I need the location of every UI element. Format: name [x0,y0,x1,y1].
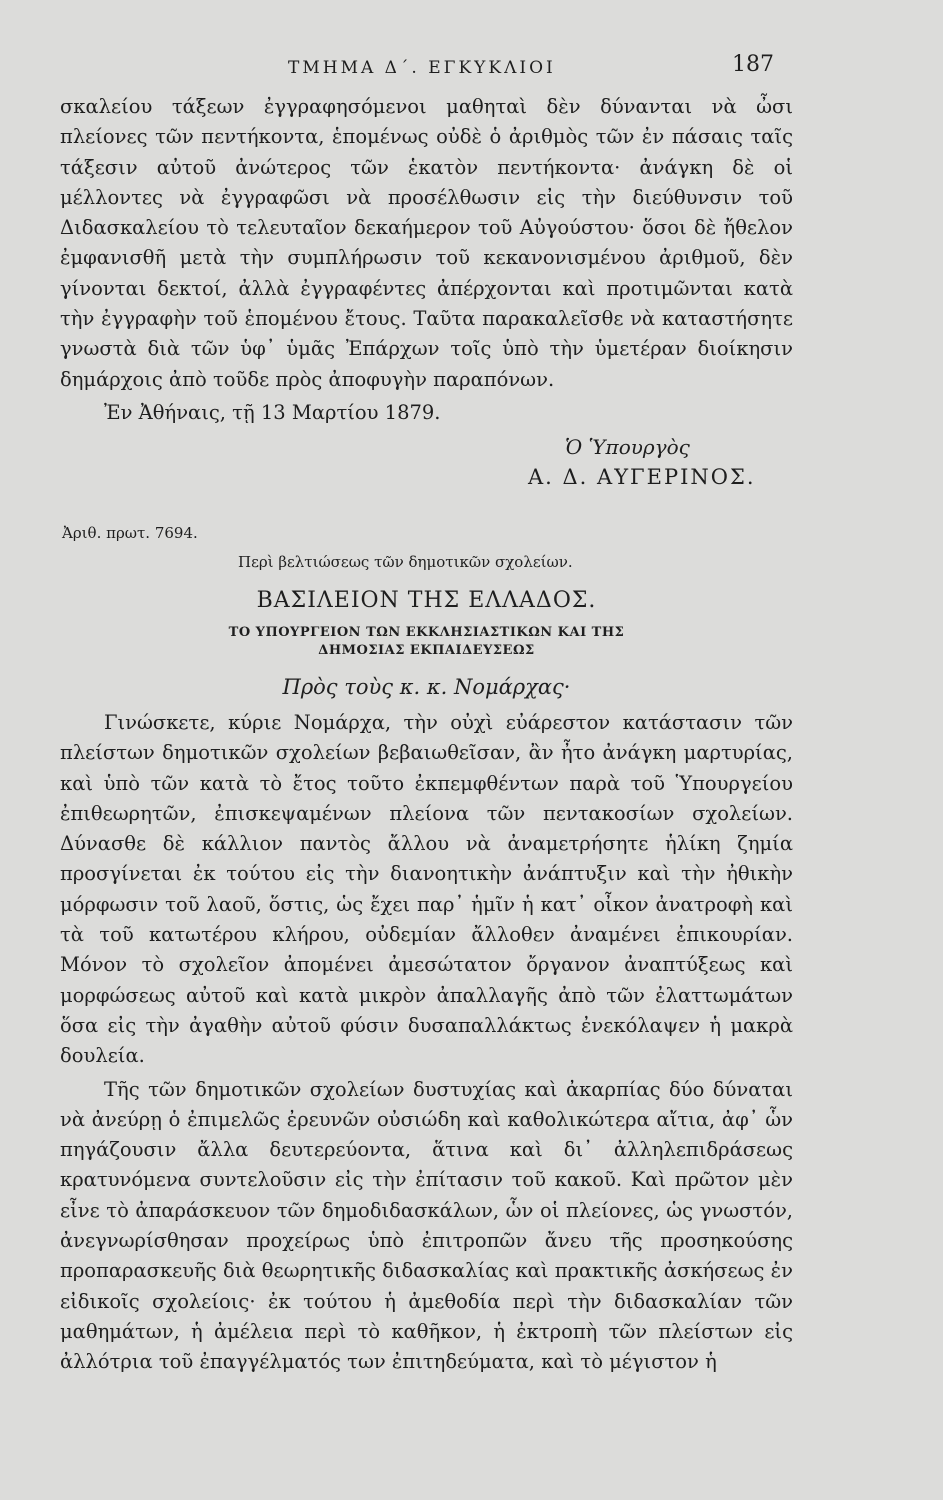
circular-subject: Περὶ βελτιώσεως τῶν δημοτικῶν σχολείων. [238,552,573,571]
letter-continuation-text: σκαλείου τάξεων ἐγγραφησόμενοι μαθηταὶ δὲν δύνανται νὰ ὦσι πλείονες τῶν πεντήκοντα, ἑπομένως οὐδὲ ὁ ἀριθμὸς τῶν ἐν πάσαις ταῖς τάξεσιν αὐτοῦ ἀνώτερος τῶν ἑκατὸν πεντήκοντα· ἀνάγκη δὲ οἱ μέλλοντες νὰ ἐγγραφῶσι νὰ προσέλθωσιν εἰς τὴν διεύθυνσιν τοῦ Διδασκαλείου τὸ τελευταῖον δεκαήμερον τοῦ Αὐγούστου· ὅσοι δὲ ἤθελον ἐμφανισθῆ μετὰ τὴν συμπλήρωσιν τοῦ κεκανονισμένου ἀριθμοῦ, δὲν γίνονται δεκτοί, ἀλλὰ ἐγγραφέντες ἀπέρχονται καὶ προτιμῶνται κατὰ τὴν ἐγγραφὴν τοῦ ἑπομένου ἔτους. Ταῦτα παρακαλεῖσθε νὰ καταστήσητε γνωστὰ διὰ τῶν ὑφ᾽ ὑμᾶς Ἐπάρχων τοῖς ὑπὸ τὴν ὑμετέραν διοίκησιν δημάρχοις ἀπὸ τοῦδε πρὸς ἀποφυγὴν παραπόνων. [60,95,793,391]
page-number: 187 [732,52,774,77]
paragraph-2: Τῆς τῶν δημοτικῶν σχολείων δυστυχίας καὶ ἀκαρπίας δύο δύναται νὰ ἀνεύρῃ ὁ ἐπιμελῶς ἐρευνῶν οὐσιώδη καὶ καθολικώτερα αἴτια, ἀφ᾽ ὧν πηγάζουσιν ἄλλα δευτερεύοντα, ἅτινα καὶ δι᾽ ἀλληλεπιδράσεως κρατυνόμενα συντελοῦσιν εἰς τὴν ἐπίτασιν τοῦ κακοῦ. Καὶ πρῶτον μὲν εἶνε τὸ ἀπαράσκευον τῶν δημοδιδασκάλων, ὧν οἱ πλείονες, ὡς γνωστόν, ἀνεγνωρίσθησαν προχείρως ὑπὸ ἐπιτροπῶν ἄνευ τῆς προσηκούσης προπαρασκευῆς διὰ θεωρητικῆς διδασκαλίας καὶ πρακτικῆς ἀσκήσεως ἐν εἰδικοῖς σχολείοις· ἐκ τούτου ἡ ἀμεθοδία περὶ τὴν διδασκαλίαν τῶν μαθημάτων, ἡ ἀμέλεια περὶ τὸ καθῆκον, ἡ ἐκτροπὴ τῶν πλείστων εἰς ἀλλότρια τοῦ ἐπαγγέλματός των ἐπιτηδεύματα, καὶ τὸ μέγιστον ἡ [60,1077,793,1374]
running-title: ΤΜΗΜΑ Δ΄. ΕΓΚΥΚΛΙΟΙ [288,58,556,78]
ministry-heading-line-2: ΔΗΜΟΣΙΑΣ ΕΚΠΑΙΔΕΥΣΕΩΣ [318,642,535,658]
addressee: Πρὸς τοὺς κ. κ. Νομάρχας· [282,674,571,699]
ministry-heading [60,624,793,660]
ministry-heading-line-1: ΤΟ ΥΠΟΥΡΓΕΙΟΝ ΤΩΝ ΕΚΚΛΗΣΙΑΣΤΙΚΩΝ ΚΑΙ ΤΗΣ [228,624,625,640]
signature-name: Α. Δ. ΑΥΓΕΡΙΝΟΣ. [528,464,756,489]
running-head [60,52,793,92]
signature-role: Ὁ Ὑπουργὸς [565,434,690,459]
kingdom-heading: ΒΑΣΙΛΕΙΟΝ ΤΗΣ ΕΛΛΑΔΟΣ. [256,587,597,613]
paragraph-1: Γινώσκετε, κύριε Νομάρχα, τὴν οὐχὶ εὐάρεστον κατάστασιν τῶν πλείστων δημοτικῶν σχολείων βεβαιωθεῖσαν, ἂν ἦτο ἀνάγκη μαρτυρίας, καὶ ὑπὸ τῶν κατὰ τὸ ἔτος τοῦτο ἐκπεμφθέντων παρὰ τοῦ Ὑπουργείου ἐπιθεωρητῶν, ἐπισκεψαμένων πλείονα τῶν πεντακοσίων σχολείων. Δύνασθε δὲ κάλλιον παντὸς ἄλλου νὰ ἀναμετρήσητε ἡλίκη ζημία προσγίνεται ἐκ τούτου εἰς τὴν διανοητικὴν ἀνάπτυξιν καὶ τὴν ἠθικὴν μόρφωσιν τοῦ λαοῦ, ὅστις, ὡς ἔχει παρ᾽ ἡμῖν ἡ κατ᾽ οἶκον ἀνατροφὴ καὶ τὰ τοῦ κατωτέρου κλήρου, οὐδεμίαν ἄλλοθεν ἀναμένει ἐπικουρίαν. Μόνον τὸ σχολεῖον ἀπομένει ἀμεσώτατον ὄργανον ἀναπτύξεως καὶ μορφώσεως αὐτοῦ καὶ κατὰ μικρὸν ἀπαλλαγῆς ἀπὸ τῶν ἐλαττωμάτων ὅσα εἰς τὴν ἀγαθὴν αὐτοῦ φύσιν δυσαπαλλάκτως ἐνεκόλαψεν ἡ μακρὰ δουλεία. [60,710,793,1068]
dateline: Ἐν Ἀθήναις, τῇ 13 Μαρτίου 1879. [104,400,441,424]
protocol-number: Ἀριθ. πρωτ. 7694. [62,523,198,542]
